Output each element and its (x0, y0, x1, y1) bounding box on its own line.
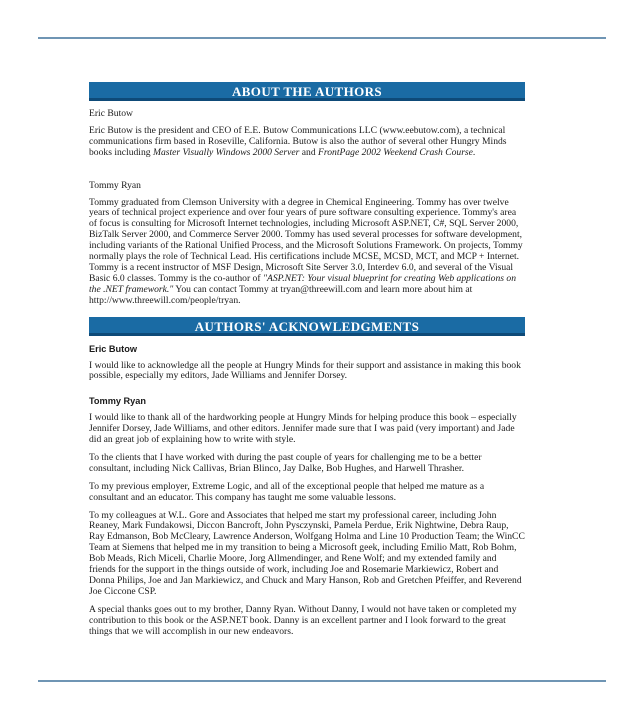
ack-tommy-paragraph: To my previous employer, Extreme Logic, and all of the exceptional people that helped me mature as a consultant and an educator. This company has taught me some valuable lessons. (89, 480, 485, 503)
eric-book-1: Master Visually Windows 2000 Server (152, 146, 300, 158)
eric-bio: Eric Butow is the president and CEO of E.E. Butow Communications LLC (www.eebutow.com), a technical communications firm based in Roseville, California. Butow is also the author of several other Hungry Minds books including Master Visually Windows 2000 Server and FrontPage 2002 Weekend Crash Course. (89, 124, 507, 158)
ack-eric-text: I would like to acknowledge all the people at Hungry Minds for their support and assistance in making this book possible, especially my editors, Jade Williams and Jennifer Dorsey. (89, 359, 521, 382)
bottom-rule (38, 680, 606, 682)
page-content (89, 82, 525, 638)
tommy-book: "ASP.NET: Your visual blueprint for creating Web applications on the .NET framework." (89, 272, 516, 295)
author-name-tommy: Tommy Ryan (89, 179, 141, 191)
author-name-eric: Eric Butow (89, 108, 133, 119)
ack-name-eric: Eric Butow (89, 343, 137, 354)
ack-tommy-paragraph: A special thanks goes out to my brother, Danny Ryan. Without Danny, I would not have taken or completed my contribution to this book or the ASP.NET book. Danny is an excellent partner and I look forward to the great things that we will accomplish in our new endeavors. (89, 603, 517, 637)
acknowledgments-heading: AUTHORS' ACKNOWLEDGMENTS (89, 317, 525, 336)
top-rule (38, 37, 606, 39)
ack-tommy-paragraph: I would like to thank all of the hardworking people at Hungry Minds for helping produce this book – especially Jennifer Dorsey, Jade Williams, and other editors. Jennifer made sure that I was paid (very important) and Jade did an great job of explaining how to write with style. (89, 412, 517, 446)
eric-book-2: FrontPage 2002 Weekend Crash Course (318, 146, 473, 158)
ack-tommy-paragraph: To my colleagues at W.L. Gore and Associates that helped me start my professional career, including John Reaney, Mark Fundakowsi, Diccon Bancroft, John Pysczynski, Pamela Perdue, Erik Nightwine, Debra Raup, Ray Edmanson, Bob McCleary, Lawrence Anderson, Wolfgang Holma and Line 10 Production Team; the WinCC Team at Siemens that helped me in my transition to being a Microsoft geek, including Emilio Matt, Rob Bohm, Bob Meads, Rich Miceli, Charlie Moore, Jorg Allmendinger, and Rene Wolf; and my extended family and friends for the support in the things outside of work, including Joe and Rosemarie Markiewicz, Robert and Donna Philips, Joe and Jan Markiewicz, and Chuck and Mary Hanson, Rob and Gretchen Pfeiffer, and Reverend Joe Ciccone CSP. (89, 509, 525, 597)
ack-name-tommy: Tommy Ryan (89, 396, 147, 407)
ack-tommy-paragraph: To the clients that I have worked with during the past couple of years for challenging me to be a better consultant, including Nick Callivas, Brian Blinco, Jay Dalke, Bob Hughes, and Harwell Thrasher. (89, 451, 482, 474)
about-authors-heading: ABOUT THE AUTHORS (89, 82, 525, 101)
tommy-bio: Tommy graduated from Clemson University with a degree in Chemical Engineering. Tommy has over twelve years of technical project experience and over four years of pure software consulting experience. Tommy's area of focus is consulting for Microsoft Internet technologies, including Microsoft ASP.NET, C#, SQL Server 2000, BizTalk Server 2000, and Commerce Server 2000. Tommy has used several processes for software development, including variants of the Rational Unified Process, and the Microsoft Solutions Framework. On projects, Tommy normally plays the role of Technical Lead. His certifications include MCSE, MCSD, MCT, and MCP + Internet. Tommy is a recent instructor of MSF Design, Microsoft Site Server 3.0, Interdev 6.0, and several of the Visual Basic 6.0 classes. Tommy is the co-author of "ASP.NET: Your visual blueprint for creating Web applications on the .NET framework." You can contact Tommy at tryan@threewill.com and learn more about him at http://www.threewill.com/people/tryan. (89, 196, 523, 306)
